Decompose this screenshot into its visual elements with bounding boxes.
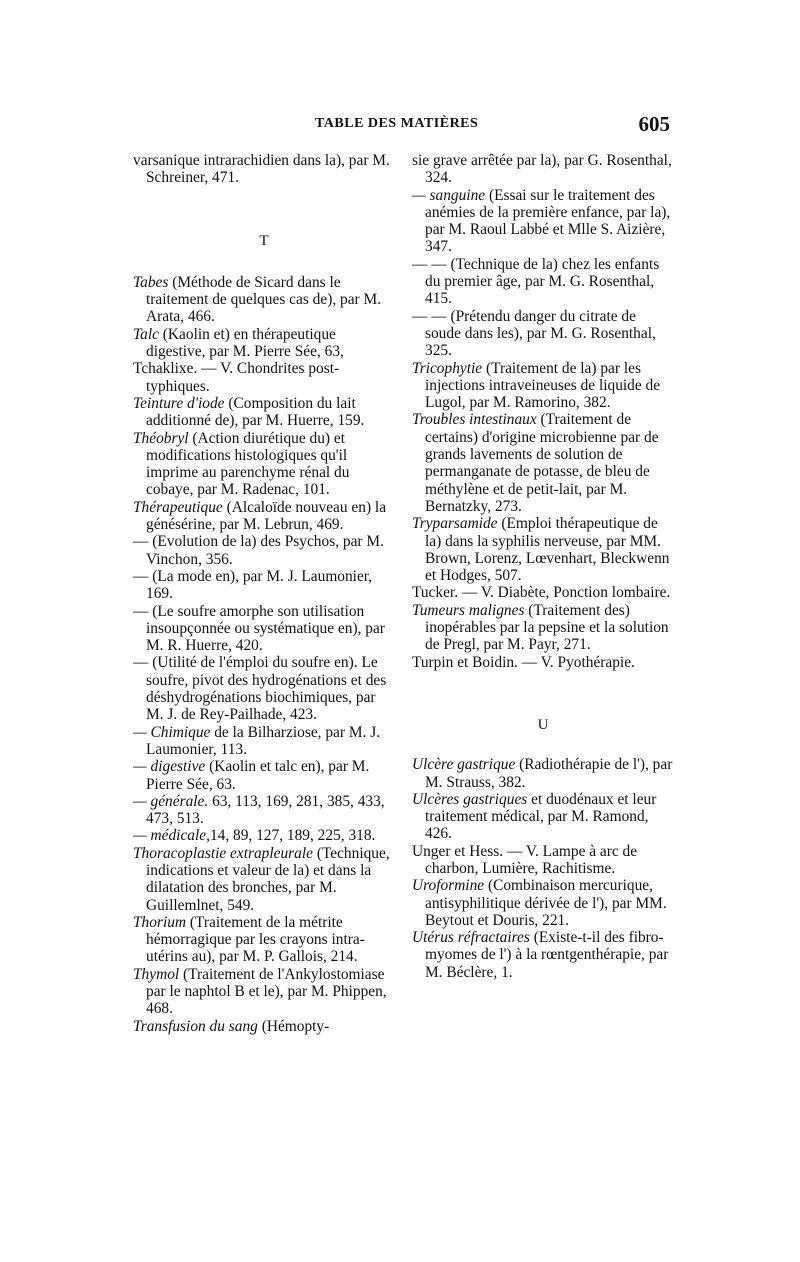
- index-entry: [412, 411, 674, 515]
- entry-heading: Tryparsamide: [412, 515, 498, 533]
- entry-heading: Uroformine: [412, 877, 485, 895]
- entry-text: (Traitement de certains) d'origine microbienne par de grands lavements de solution de permanganate de potasse, de bleu de méthylène et de petit-lait, par M. Bernatzky, 273.: [425, 411, 659, 515]
- entry-heading: — sanguine: [412, 186, 486, 204]
- entry-text: 63, 113, 169, 281, 385, 433, 473, 513.: [146, 792, 385, 828]
- entry-text: (Radiothérapie de l'), par M. Strauss, 382.: [425, 756, 673, 791]
- entry-text: (Emploi thérapeutique de la) dans la syphilis nerveuse, par MM. Brown, Lorenz, Lœvenhart, Bleckwenn et Hodges, 507.: [425, 515, 670, 585]
- entry-text: (Kaolin et talc en), par M. Pierre Sée, 63.: [146, 758, 370, 793]
- entry-text: (Technique, indications et valeur de la) et dans la dilatation des bronches, par M. Guillemlnet, 549.: [146, 844, 390, 914]
- entry-heading: Thoracoplastie extrapleurale: [133, 844, 313, 862]
- entry-heading: Thymol: [133, 965, 180, 983]
- entry-text: Tucker. — V. Diabète, Ponction lombaire.: [412, 584, 671, 602]
- index-entry: [133, 793, 395, 828]
- entry-text: — (Utilité de l'émploi du soufre en). Le soufre, pivot des hydrogénations et des déshydrogénations biochimiques, par M. J. de Rey-Pailhade, 423.: [133, 654, 387, 724]
- entry-text: et duodénaux et leur traitement médical, par M. Ramond, 426.: [425, 790, 657, 843]
- index-entry: [133, 533, 395, 568]
- entry-text: Unger et Hess. — V. Lampe à arc de charbon, Lumière, Rachitisme.: [412, 842, 638, 877]
- entry-heading: Talc: [133, 325, 159, 343]
- section-letter-u: U: [537, 716, 549, 733]
- entry-text: (Méthode de Sicard dans le traitement de quelques cas de), par M. Arata, 466.: [146, 273, 382, 326]
- index-entries-t: [133, 274, 395, 1035]
- entry-heading: Tricophytie: [412, 359, 483, 377]
- index-entry: [133, 360, 395, 395]
- index-entry: [412, 756, 674, 791]
- entry-text: (Combinaison mercurique, antisyphilitique dérivée de l'), par MM. Beytout et Douris, 221.: [425, 877, 667, 929]
- entry-text: (Action diurétique du) et modifications histologiques qu'il imprime au parenchyme rénal du cobaye, par M. Radenac, 101.: [146, 429, 350, 499]
- entry-text: — — (Prétendu danger du citrate de soude dans les), par M. G. Rosenthal, 325.: [412, 307, 656, 360]
- index-entry: [412, 602, 674, 654]
- entry-heading: Transfusion du sang: [133, 1017, 258, 1035]
- entry-text: de la Bilharziose, par M. J. Laumonier, 113.: [146, 723, 381, 758]
- index-entry: [133, 1018, 395, 1035]
- right-column: [412, 152, 674, 981]
- entry-heading: — Chimique: [133, 723, 211, 741]
- entry-text: (Traitement de la métrite hémorragique par les crayons intra-utérins au), par M. P. Gallois, 214.: [146, 913, 365, 966]
- running-header: [130, 112, 670, 140]
- entry-text: — — (Technique de la) chez les enfants du premier âge, par M. G. Rosenthal, 415.: [412, 255, 660, 308]
- index-entry: [412, 929, 674, 981]
- entry-heading: Ulcère gastrique: [412, 756, 516, 774]
- index-entry: [133, 724, 395, 759]
- page-number: 605: [638, 112, 670, 136]
- entry-text: (Composition du lait additionné de), par M. Huerre, 159.: [146, 394, 365, 430]
- entry-text: Turpin et Boidin. — V. Pyothérapie.: [412, 653, 635, 671]
- entry-text: Tchaklixe. — V. Chondrites post-typhiques.: [133, 360, 340, 395]
- index-entry: [412, 187, 674, 256]
- index-entry: [133, 326, 395, 361]
- index-entry: [133, 966, 395, 1018]
- entry-heading: Utérus réfractaires: [412, 929, 530, 947]
- continuation-entry: varsanique intrarachidien dans la), par M. Schreiner, 471.: [133, 152, 390, 187]
- entry-text: — (Le soufre amorphe son utilisation insoupçonnée ou systématique en), par M. R. Huerre, 420.: [133, 602, 385, 655]
- index-entry: [412, 308, 674, 360]
- index-entry: [133, 827, 395, 844]
- entry-text: (Traitement de la) par les injections intraveineuses de liquide de Lugol, par M. Ramorino, 382.: [425, 359, 661, 412]
- entry-text: (Existe-t-il des fibro-myomes de l') à la rœntgenthérapie, par M. Béclère, 1.: [425, 929, 669, 981]
- index-entry: [133, 654, 395, 723]
- entry-heading: — médicale,: [133, 827, 210, 845]
- entry-text: (Kaolin et) en thérapeutique digestive, par M. Pierre Sée, 63,: [146, 325, 344, 361]
- index-entry: [133, 430, 395, 499]
- index-entry: [133, 499, 395, 534]
- entry-heading: Troubles intestinaux: [412, 411, 537, 429]
- index-entry: [133, 568, 395, 603]
- index-entry: [412, 256, 674, 308]
- index-entry: [133, 603, 395, 655]
- entry-heading: — digestive: [133, 758, 206, 776]
- entry-text: (Traitement des) inopérables par la pepsine et la solution de Pregl, par M. Payr, 271.: [425, 601, 669, 654]
- index-entry: [412, 584, 674, 601]
- entry-text: (Hémopty-: [257, 1017, 330, 1035]
- entry-text: (Alcaloïde nouveau en) la génésérine, par M. Lebrun, 469.: [146, 498, 387, 534]
- index-entry: [412, 877, 674, 929]
- index-entries-t-cont: [412, 152, 674, 671]
- index-entry: [133, 274, 395, 326]
- index-entry: [133, 395, 395, 430]
- index-entry: [412, 843, 674, 878]
- entry-text: — (La mode en), par M. J. Laumonier, 169.: [133, 567, 373, 603]
- left-column: [133, 152, 395, 1035]
- entry-text: 14, 89, 127, 189, 225, 318.: [209, 827, 376, 845]
- index-entry: [412, 515, 674, 584]
- page-title: TABLE DES MATIÈRES: [315, 116, 479, 131]
- entry-heading: Théobryl: [133, 429, 189, 447]
- entry-heading: Thérapeutique: [133, 498, 223, 516]
- index-entry: [133, 914, 395, 966]
- entry-heading: Ulcères gastriques: [412, 790, 528, 808]
- entry-heading: Teinture d'iode: [133, 394, 225, 412]
- index-entries-u: [412, 756, 674, 981]
- index-entry: [133, 845, 395, 914]
- entry-text: sie grave arrêtée par la), par G. Rosenthal, 324.: [412, 152, 672, 187]
- entry-text: — (Evolution de la) des Psychos, par M. Vinchon, 356.: [133, 533, 384, 568]
- entry-heading: Tabes: [133, 273, 169, 291]
- entry-text: (Traitement de l'Ankylostomiase par le naphtol B et le), par M. Phippen, 468.: [146, 965, 387, 1018]
- section-letter-t: T: [259, 232, 269, 249]
- entry-heading: — générale.: [133, 792, 209, 810]
- index-entry: [133, 758, 395, 793]
- index-entry: [412, 791, 674, 843]
- index-entry: [412, 360, 674, 412]
- entry-heading: Thorium: [133, 913, 187, 931]
- entry-text: (Essai sur le traitement des anémies de la première enfance, par la), par M. Raoul Labbé et Mlle S. Aizière, 347.: [425, 186, 671, 256]
- index-entry: [412, 152, 674, 187]
- index-entry: [412, 654, 674, 671]
- entry-heading: Tumeurs malignes: [412, 601, 525, 619]
